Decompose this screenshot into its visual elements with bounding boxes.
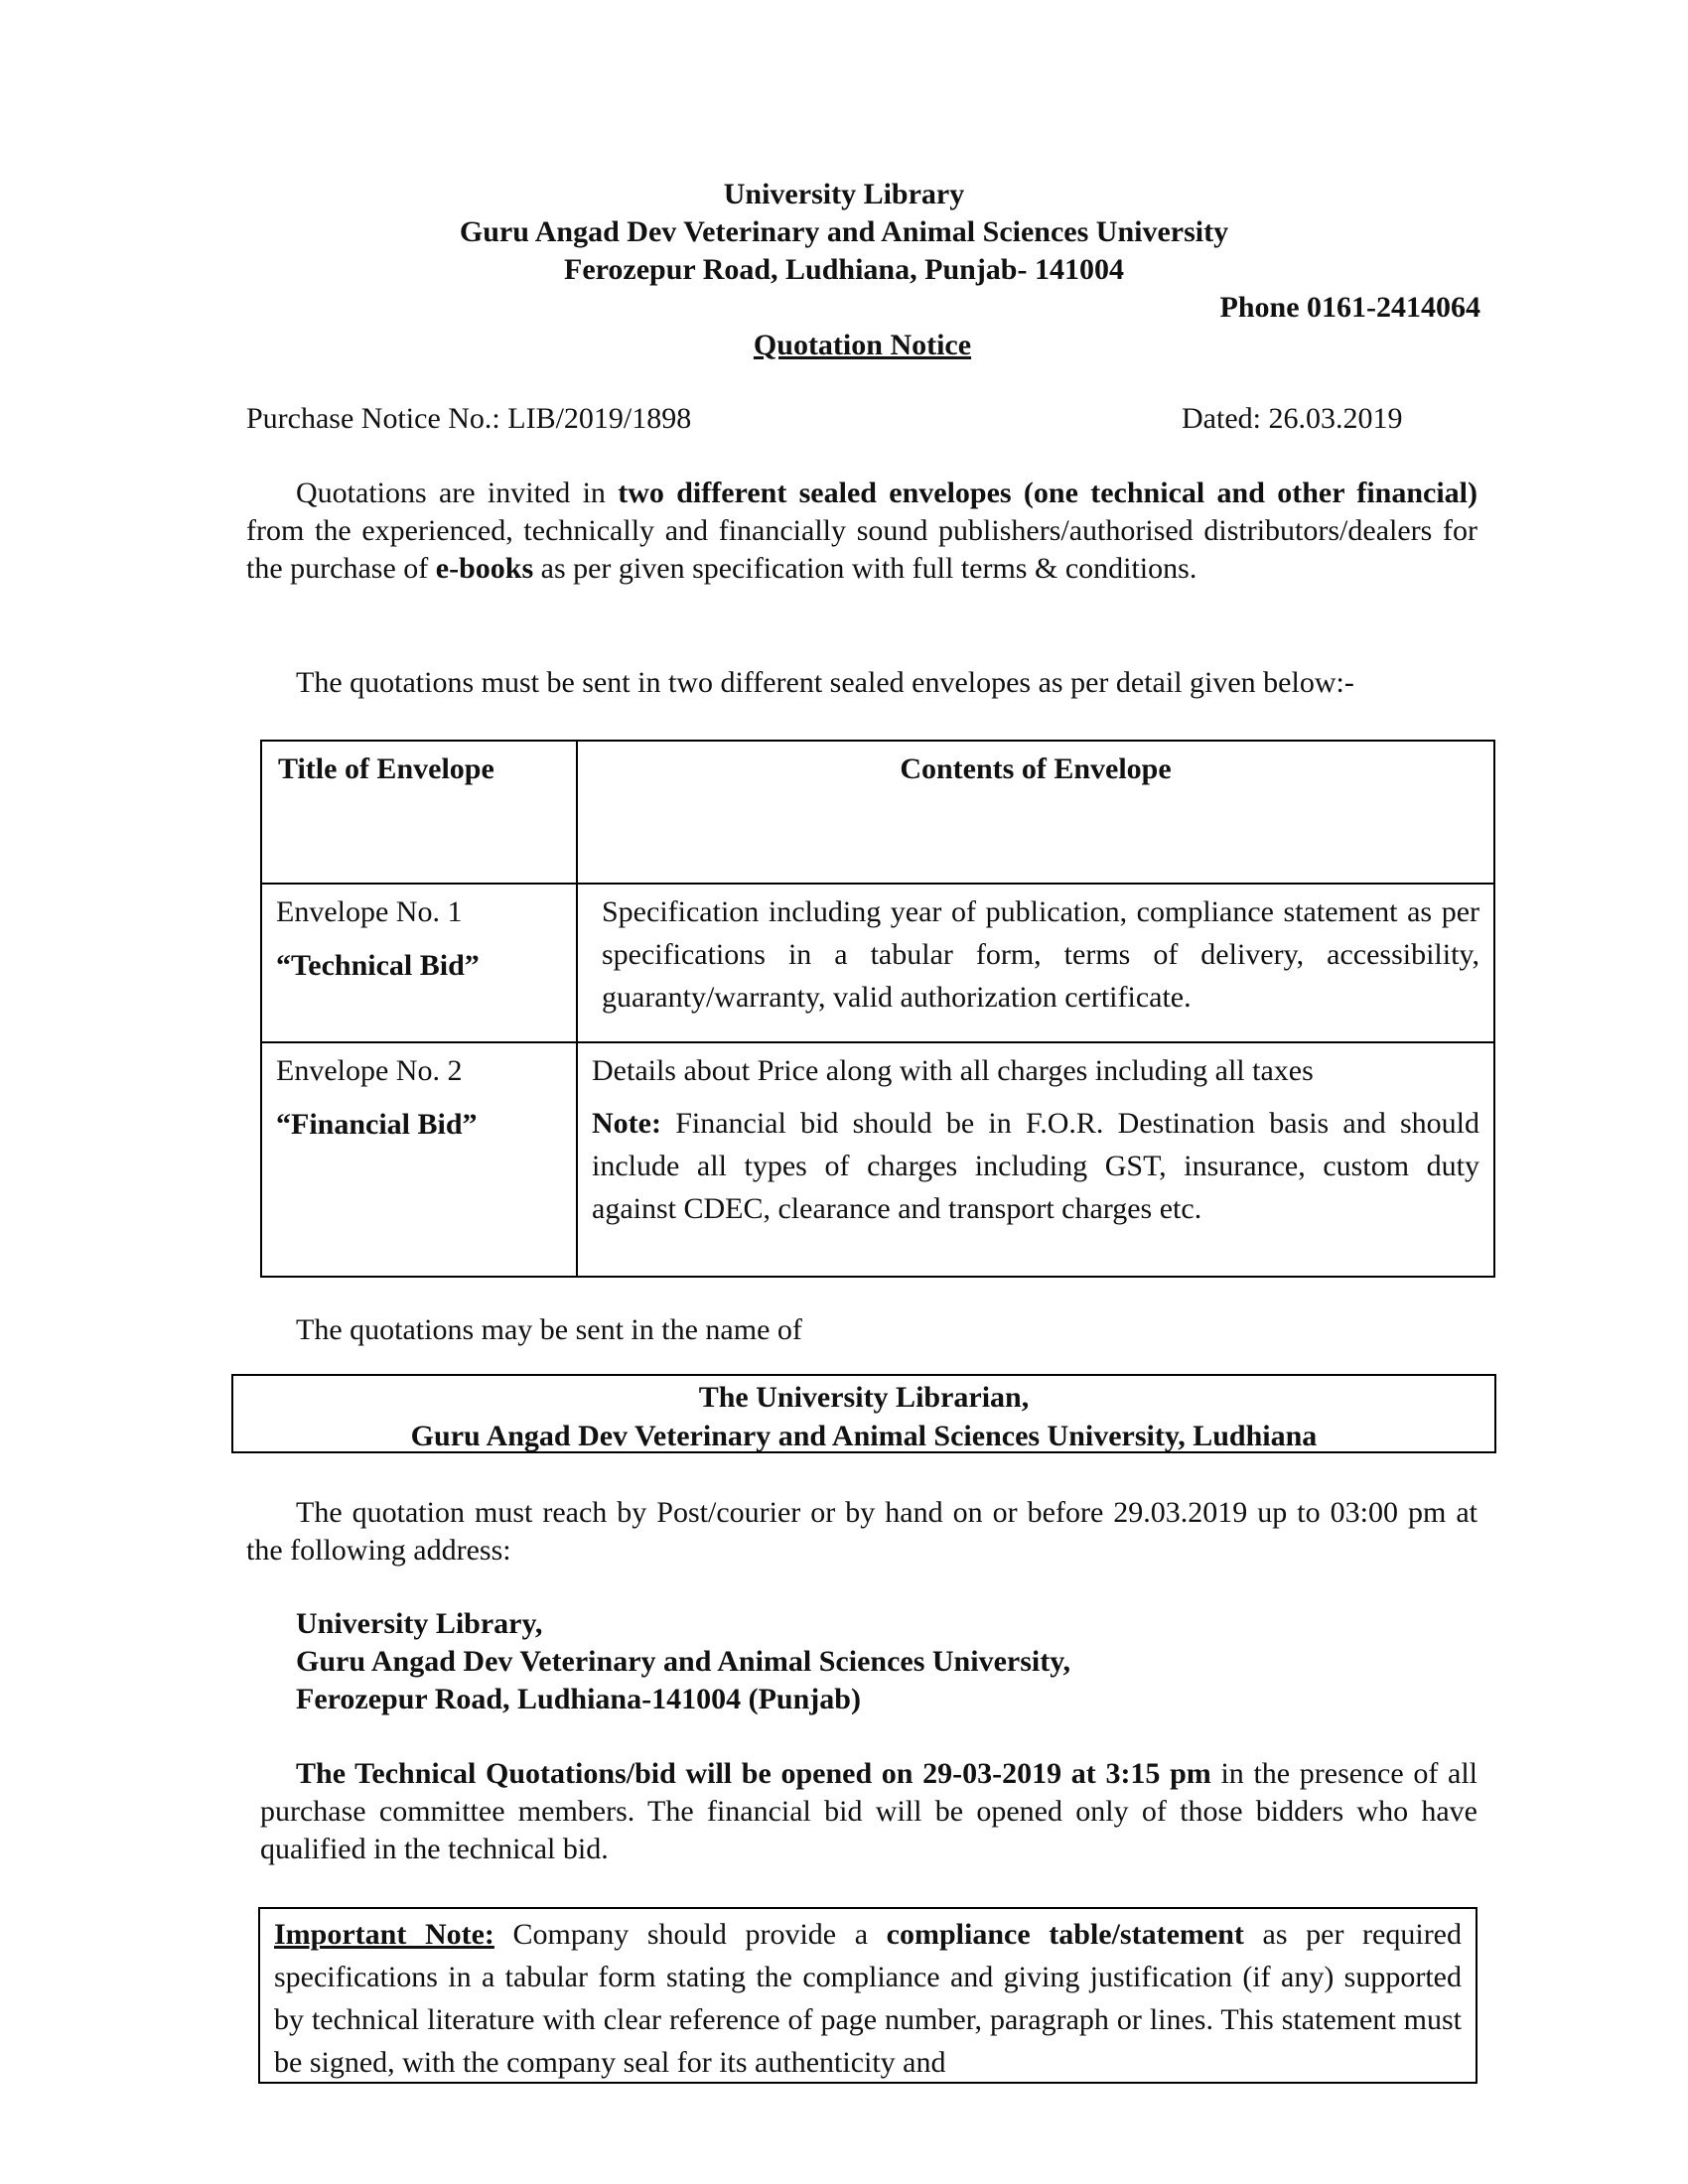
deadline-paragraph: The quotation must reach by Post/courier or by hand on or before 29.03.2019 up to 03:00 pm at the following address: bbox=[246, 1496, 1477, 1567]
important-note-b: compliance table/statement bbox=[886, 1918, 1244, 1951]
table-header-title: Title of Envelope bbox=[261, 741, 577, 884]
envelope-table bbox=[260, 740, 1495, 1278]
address-line-1: University Library, bbox=[296, 1607, 543, 1640]
intro-text-c: from the experienced, technically and financially sound publishers/authorised distributors/dealers for the purchase of bbox=[246, 514, 1477, 585]
header-line-1: University Library bbox=[723, 178, 965, 210]
envelope-1-label: Envelope No. 1 bbox=[276, 895, 463, 928]
intro-text-e: as per given specification with full terms & conditions. bbox=[533, 552, 1197, 585]
addressee-intro: The quotations may be sent in the name of bbox=[296, 1313, 802, 1346]
opening-text: in the presence of all purchase committee members. The financial bid will be opened only of those bidders who have qualified in the technical bid. bbox=[260, 1757, 1477, 1865]
envelope-2-note-label: Note: bbox=[592, 1107, 661, 1140]
addressee-line-1: The University Librarian, bbox=[698, 1381, 1030, 1414]
addressee-line-2: Guru Angad Dev Veterinary and Animal Sciences University, Ludhiana bbox=[410, 1420, 1318, 1452]
envelope-1-title: “Technical Bid” bbox=[276, 948, 480, 982]
opening-paragraph bbox=[260, 1755, 1477, 1868]
table-header-contents: Contents of Envelope bbox=[577, 741, 1494, 884]
envelope-1-cell bbox=[261, 884, 577, 1042]
important-note-label: Important Note: bbox=[274, 1918, 494, 1951]
important-note-text bbox=[274, 1913, 1462, 2084]
opening-bold: The Technical Quotations/bid will be opened on 29-03-2019 at 3:15 pm bbox=[296, 1757, 1211, 1790]
table-row bbox=[261, 884, 1494, 1042]
envelope-1-contents: Specification including year of publication, compliance statement as per specifications in a tabular form, terms of delivery, accessibility, guaranty/warranty, valid authorization certificate. bbox=[577, 884, 1494, 1042]
intro-paragraph bbox=[246, 475, 1477, 588]
table-header-row bbox=[261, 741, 1494, 884]
address-line-3: Ferozepur Road, Ludhiana-141004 (Punjab) bbox=[296, 1683, 861, 1715]
notice-number: Purchase Notice No.: LIB/2019/1898 bbox=[246, 402, 692, 435]
notice-date: Dated: 26.03.2019 bbox=[1182, 402, 1403, 435]
header-line-2: Guru Angad Dev Veterinary and Animal Sciences University bbox=[459, 215, 1229, 248]
envelope-2-title: “Financial Bid” bbox=[276, 1107, 478, 1141]
intro-text-b: two different sealed envelopes (one technical and other financial) bbox=[618, 477, 1478, 509]
envelope-2-note-text: Financial bid should be in F.O.R. Destination basis and should include all types of charges including GST, insurance, custom duty against CDEC, clearance and transport charges etc. bbox=[592, 1107, 1479, 1225]
header-phone: Phone 0161-2414064 bbox=[1219, 291, 1480, 324]
envelope-2-label: Envelope No. 2 bbox=[276, 1054, 463, 1087]
envelope-2-contents-cell bbox=[577, 1042, 1494, 1277]
addressee-box bbox=[231, 1374, 1496, 1453]
envelope-2-contents: Details about Price along with all charges including all taxes bbox=[592, 1054, 1314, 1087]
table-row bbox=[261, 1042, 1494, 1277]
important-note-c: as per required specifications in a tabular form stating the compliance and giving justification (if any) supported by technical literature with clear reference of page number, paragraph or lines. This statement must be signed, with the company seal for its authenticity and bbox=[274, 1918, 1462, 2079]
header-line-3: Ferozepur Road, Ludhiana, Punjab- 141004 bbox=[564, 253, 1124, 286]
envelope-2-cell bbox=[261, 1042, 577, 1277]
intro-text-d: e-books bbox=[435, 552, 534, 585]
envelope-2-note bbox=[592, 1102, 1479, 1230]
important-note-box bbox=[258, 1907, 1477, 2084]
important-note-a: Company should provide a bbox=[493, 1918, 887, 1951]
envelope-instruction: The quotations must be sent in two different sealed envelopes as per detail given below:- bbox=[296, 666, 1354, 699]
page-title: Quotation Notice bbox=[753, 329, 972, 361]
address-line-2: Guru Angad Dev Veterinary and Animal Sciences University, bbox=[296, 1645, 1071, 1678]
delivery-address bbox=[296, 1605, 1070, 1718]
intro-text-a: Quotations are invited in bbox=[296, 477, 619, 509]
